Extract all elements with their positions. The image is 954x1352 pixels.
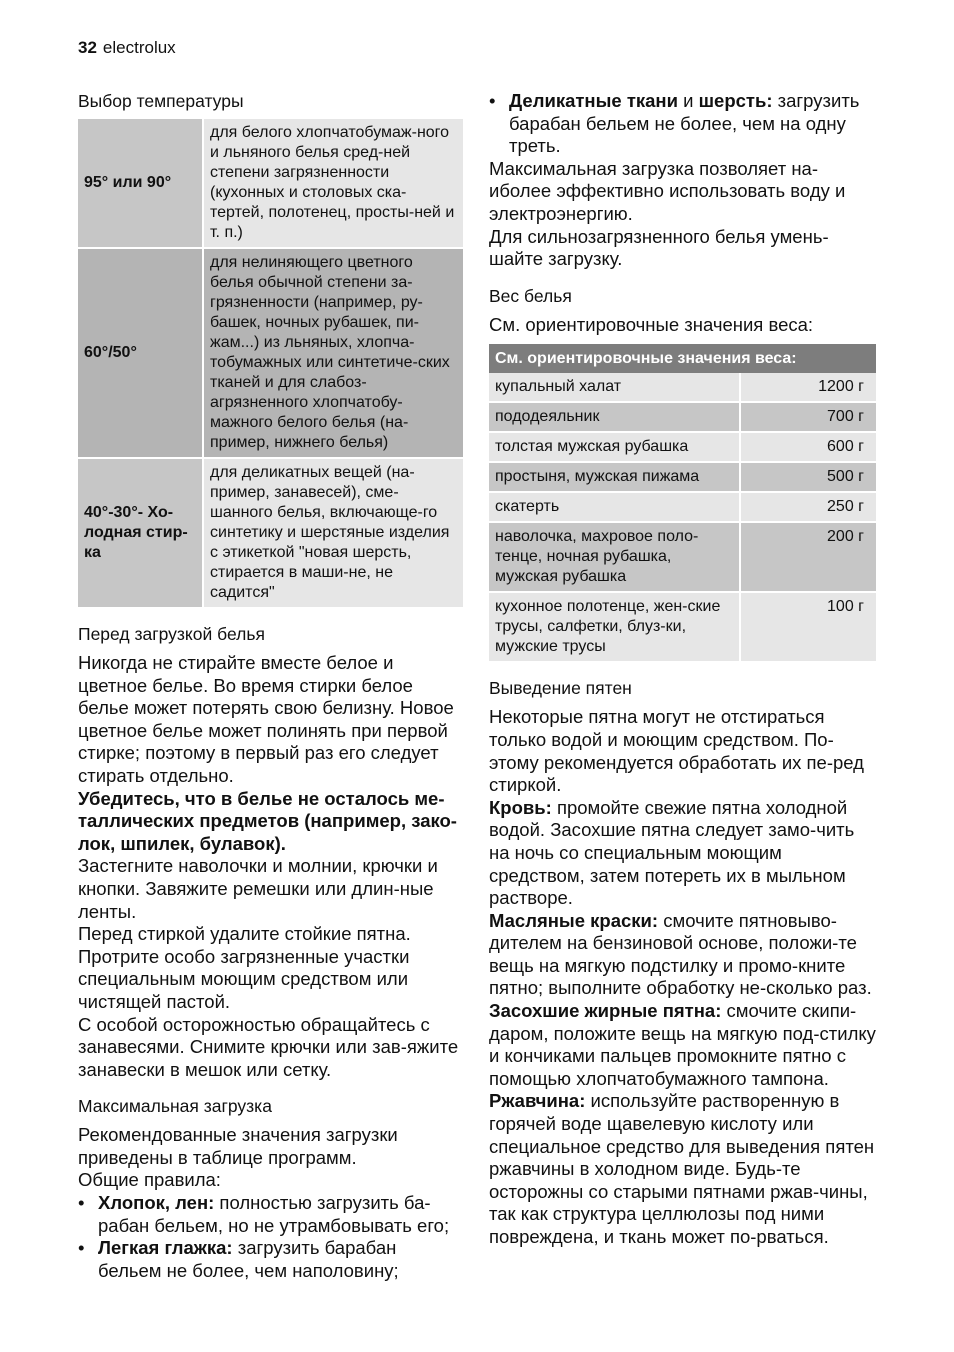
- list-item: • Деликатные ткани и шерсть: загрузить барабан бельем не более, чем на одну треть.: [489, 90, 860, 157]
- laundry-weight: 1200 г: [740, 373, 876, 402]
- temperature-row: [78, 458, 463, 608]
- laundry-item: кухонное полотенце, жен-ские трусы, салфетки, блуз-ки, мужские трусы: [489, 592, 740, 662]
- laundry-weight: 700 г: [740, 402, 876, 432]
- table-row: [489, 402, 876, 432]
- paragraph: Перед стиркой удалите стойкие пятна. Протрите особо загрязненные участки специальным моющим средством или чистящей пастой.: [78, 923, 411, 1012]
- laundry-weight: 600 г: [740, 432, 876, 462]
- stain-label: Масляные краски:: [489, 909, 659, 931]
- page-header: [78, 38, 176, 58]
- left-column: [78, 90, 463, 1282]
- stain-text: смочите скипи-даром, положите вещь на мягкую под-стилку и кончиками пальцев промокните пятно с помощью хлопчатобумажного тампона.: [489, 1000, 876, 1089]
- load-rules-list: [78, 1192, 463, 1282]
- laundry-item: наволочка, махровое поло-тенце, ночная рубашка, мужская рубашка: [489, 522, 740, 592]
- rule-text: загрузить барабан бельем не более, чем на одну треть.: [509, 90, 860, 157]
- paragraph: Общие правила:: [78, 1169, 221, 1191]
- weight-table-header: См. ориентировочные значения веса:: [489, 344, 876, 373]
- temperature-description: для деликатных вещей (на-пример, занавесей), сме-шанного белья, включающе-го синтетику и шерстяные изделия с этикеткой "новая шерсть, стирается в маши-не, не садится": [203, 458, 463, 608]
- laundry-item: скатерть: [489, 492, 740, 522]
- right-column: [489, 90, 876, 1249]
- rule-label: шерсть:: [698, 90, 773, 111]
- stain-label: Ржавчина:: [489, 1090, 586, 1112]
- weight-section: [489, 285, 876, 664]
- temperature-description: для белого хлопчатобумаж-ного и льняного белья сред-ней степени загрязненности (кухонных и столовых ска-тертей, полотенец, просты-ней и т. п.): [203, 119, 463, 248]
- paragraph: Застегните наволочки и молнии, крючки и кнопки. Завяжите ремешки или длин-ные ленты.: [78, 855, 438, 922]
- stain-text: используйте растворенную в горячей воде щавелевую кислоту или специальное средство для выведения пятен ржавчины в холодном виде. Будь-те осторожны со старыми пятнами ржав-чины, так как структура целлюлозы под ними повреждена, и ткань может по-рваться.: [489, 1090, 875, 1247]
- paragraph: С особой осторожностью обращайтесь с занавесями. Снимите крючки или зав-яжите занавески в мешок или сетку.: [78, 1013, 459, 1080]
- paragraph: Максимальная загрузка позволяет на-иболее эффективно использовать воду и электроэнергию.: [489, 157, 846, 224]
- temperature-row: [78, 119, 463, 248]
- page-number: 32: [78, 38, 97, 57]
- stain-text: промойте свежие пятна холодной водой. Засохшие пятна следует замо-чить на ночь со специальным моющим средством, затем потереть их в мыльном растворе.: [489, 796, 855, 909]
- stain-item: [489, 797, 876, 910]
- laundry-weight: 250 г: [740, 492, 876, 522]
- list-item: • Легкая глажка: загрузить барабан бельем не более, чем наполовину;: [78, 1237, 399, 1281]
- load-rules-list-cont: [489, 90, 876, 158]
- table-row: [489, 492, 876, 522]
- list-item: • Хлопок, лен: полностью загрузить ба-рабан бельем, но не утрамбовывать его;: [78, 1192, 450, 1236]
- stain-item: [489, 910, 876, 1000]
- paragraph: Для сильнозагрязненного белья умень-шайте загрузку.: [489, 225, 829, 270]
- laundry-item: купальный халат: [489, 373, 740, 402]
- paragraph: Некоторые пятна могут не отстираться только водой и моющим средством. По-этому рекомендуется обработать их пе-ред стиркой.: [489, 706, 864, 796]
- rule-label: Легкая глажка:: [98, 1237, 233, 1259]
- temperature-value: 60°/50°: [78, 248, 203, 458]
- table-row: [489, 592, 876, 662]
- table-row: [489, 432, 876, 462]
- laundry-weight: 200 г: [740, 522, 876, 592]
- laundry-item: простыня, мужская пижама: [489, 462, 740, 492]
- max-load-section: [78, 1095, 463, 1282]
- laundry-weight: 500 г: [740, 462, 876, 492]
- laundry-weight: 100 г: [740, 592, 876, 662]
- laundry-item: толстая мужская рубашка: [489, 432, 740, 462]
- before-loading-heading: Перед загрузкой белья: [78, 624, 265, 644]
- stains-section: [489, 677, 876, 1248]
- temperature-table: [78, 119, 463, 609]
- weight-heading: Вес белья: [489, 285, 572, 306]
- stain-item: [489, 1090, 876, 1248]
- stain-item: [489, 1000, 876, 1090]
- max-load-heading: Максимальная загрузка: [78, 1096, 272, 1117]
- brand-name: electrolux: [102, 38, 176, 57]
- table-row: [489, 462, 876, 492]
- temperature-value: 95° или 90°: [78, 119, 203, 248]
- laundry-item: пододеяльник: [489, 402, 740, 432]
- temperature-row: [78, 248, 463, 458]
- rule-label: Деликатные ткани: [509, 90, 678, 111]
- rule-label: Хлопок, лен:: [98, 1192, 215, 1214]
- table-row: [489, 522, 876, 592]
- temperature-heading: Выбор температуры: [78, 91, 244, 111]
- stain-label: Кровь:: [489, 796, 552, 818]
- rule-text: загрузить барабан бельем не более, чем наполовину;: [98, 1237, 399, 1281]
- temperature-value: 40°-30°- Хо-лодная стир-ка: [78, 458, 203, 608]
- paragraph: Никогда не стирайте вместе белое и цветное белье. Во время стирки белое белье может потерять свою белизну. Новое цветное белье может полинять при первой стирке; поэтому в первый раз его следует стирать отдельно.: [78, 652, 454, 786]
- weight-table: [489, 344, 876, 663]
- stains-heading: Выведение пятен: [489, 678, 632, 699]
- weight-intro: См. ориентировочные значения веса:: [489, 313, 814, 335]
- stain-text: смочите пятновыво-дителем на бензиновой основе, положи-те вещь на мягкую подстилку и промо-кните пятно; выполните обработку не-сколько раз.: [489, 909, 872, 999]
- table-row: [489, 373, 876, 402]
- rule-text: полностью загрузить ба-рабан бельем, но не утрамбовывать его;: [98, 1192, 450, 1236]
- paragraph: Рекомендованные значения загрузки приведены в таблице программ.: [78, 1124, 398, 1168]
- warning-paragraph: Убедитесь, что в белье не осталось ме-таллических предметов (например, зако-лок, шпилек, булавок).: [78, 787, 457, 854]
- stain-label: Засохшие жирные пятна:: [489, 1000, 722, 1022]
- temperature-description: для нелиняющего цветного белья обычной степени за-грязненности (например, ру-башек, ночных рубашек, пи-жам...) из льняных, хлопча-тобумажных или синтетиче-ских тканей и для слабоз-агрязненного хлопчатобу-мажного белого белья (на-пример, нижнего белья): [203, 248, 463, 458]
- before-loading-section: [78, 623, 463, 1081]
- rule-text: и: [677, 90, 699, 111]
